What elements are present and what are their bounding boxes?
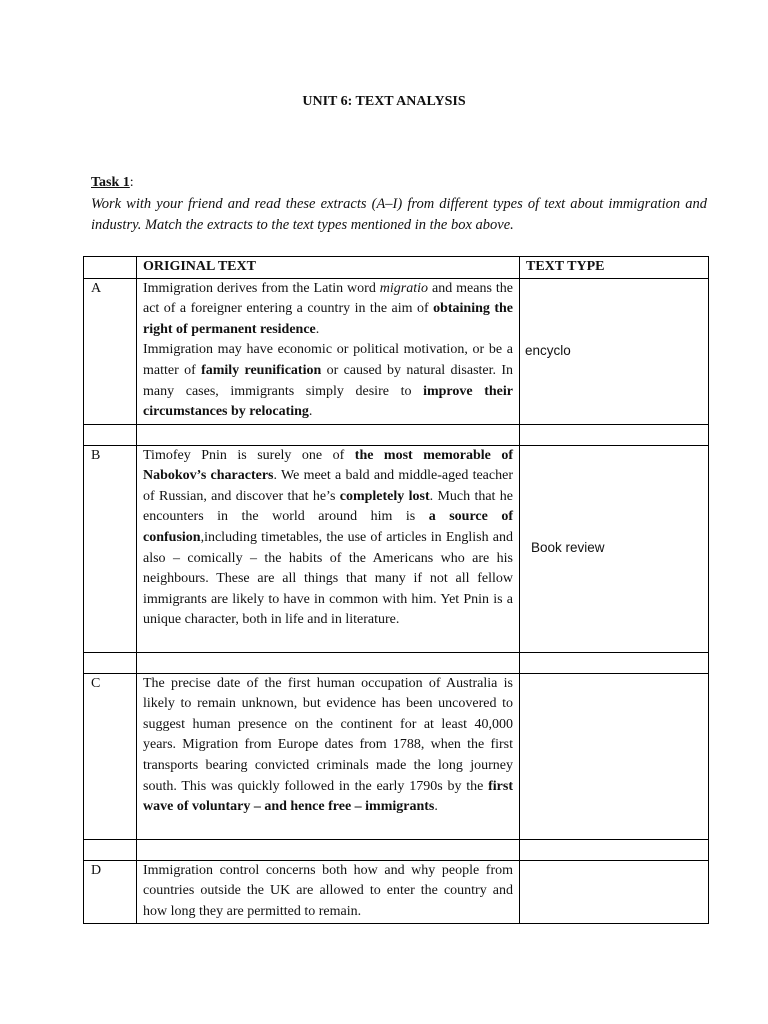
spacer-row	[84, 652, 709, 673]
italic-word: migratio	[379, 280, 429, 296]
bold-phrase: a source of confusion	[143, 509, 513, 545]
text-run: .	[434, 799, 438, 815]
text-run: Immigration may have economic or political motivation, or be a matter of	[143, 342, 513, 378]
spacer-cell	[520, 652, 709, 673]
spacer-cell	[137, 652, 520, 673]
row-letter: B	[84, 445, 137, 652]
text-run: .	[308, 404, 313, 420]
task-heading	[91, 175, 134, 191]
spacer-row	[84, 424, 709, 445]
text-run: . We meet a bald and middle-aged teacher of Russian, and discover that he’s	[143, 468, 513, 504]
row-letter: C	[84, 673, 137, 839]
text-run: or caused by natural disaster. In many cases, immigrants simply desire to	[143, 362, 513, 399]
bold-phrase: obtaining the right of permanent residence	[143, 301, 514, 337]
bold-phrase: family reunification	[201, 362, 322, 378]
spacer-cell	[84, 424, 137, 445]
text-run: .	[315, 321, 320, 337]
original-text-clip	[143, 861, 513, 923]
text-run: . Much that he encounters in the world around him is	[143, 488, 514, 525]
extracts-table	[83, 256, 709, 924]
original-text-cell	[137, 445, 520, 652]
bold-phrase: first wave of voluntary – and hence free – immigrants	[143, 778, 513, 815]
table-row-c	[84, 673, 709, 839]
original-text-cell	[137, 278, 520, 424]
text-run: ,including timetables, the use of articles in English and also – comically – the habits of the Americans who are his neighbours. These are all things that many if not all fellow immigrants are likely to have in common with him. Yet Pnin is a unique character, both in life and in literature.	[143, 529, 513, 628]
table-row-b	[84, 445, 709, 652]
spacer-row	[84, 839, 709, 860]
bold-phrase: completely lost	[339, 488, 430, 504]
bold-phrase: the most memorable of Nabokov’s characters	[143, 447, 513, 484]
bold-phrase: improve their circumstances by relocating	[143, 383, 513, 420]
text-run: The precise date of the first human occupation of Australia is likely to remain unknown, but evidence has been uncovered to suggest human presence on the continent for at least 40,000 years. Migration from Europe dates from 1788, when the first transports bearing convicted criminals made the long journey south. This was quickly followed in the early 1790s by the	[143, 675, 513, 794]
text-run: Immigration derives from the Latin word	[143, 280, 380, 296]
table-header-row	[84, 257, 709, 279]
text-type-answer[interactable]: Book review	[520, 445, 709, 652]
text-run: and means the act of a foreigner entering a country in the aim of	[143, 280, 513, 317]
text-type-answer[interactable]	[520, 860, 709, 923]
spacer-cell	[520, 424, 709, 445]
header-original-text: ORIGINAL TEXT	[137, 257, 520, 279]
spacer-cell	[84, 839, 137, 860]
header-text-type: TEXT TYPE	[520, 257, 709, 279]
row-letter: D	[84, 860, 137, 923]
task-label: Task 1	[91, 175, 130, 190]
spacer-cell	[137, 424, 520, 445]
table-row-a	[84, 278, 709, 424]
table-row-d	[84, 860, 709, 923]
task-colon: :	[129, 175, 134, 190]
spacer-cell	[84, 652, 137, 673]
original-text-cell	[137, 860, 520, 923]
original-text-cell	[137, 673, 520, 839]
spacer-cell	[137, 839, 520, 860]
document-title: UNIT 6: TEXT ANALYSIS	[302, 94, 466, 109]
text-type-answer[interactable]: encyclo	[520, 278, 709, 424]
text-type-answer[interactable]	[520, 673, 709, 839]
task-instructions: Work with your friend and read these extracts (A–I) from different types of text about immigration and industry. Match the extracts to the text types mentioned in the box above.	[91, 196, 707, 233]
spacer-cell	[520, 839, 709, 860]
header-letter-cell	[84, 257, 137, 279]
text-run: Immigration control concerns both how and why people from countries outside the UK are allowed to enter the country and how long they are permitted to remain.	[143, 862, 513, 919]
row-letter: A	[84, 278, 137, 424]
text-run: Timofey Pnin is surely one of	[143, 447, 355, 463]
